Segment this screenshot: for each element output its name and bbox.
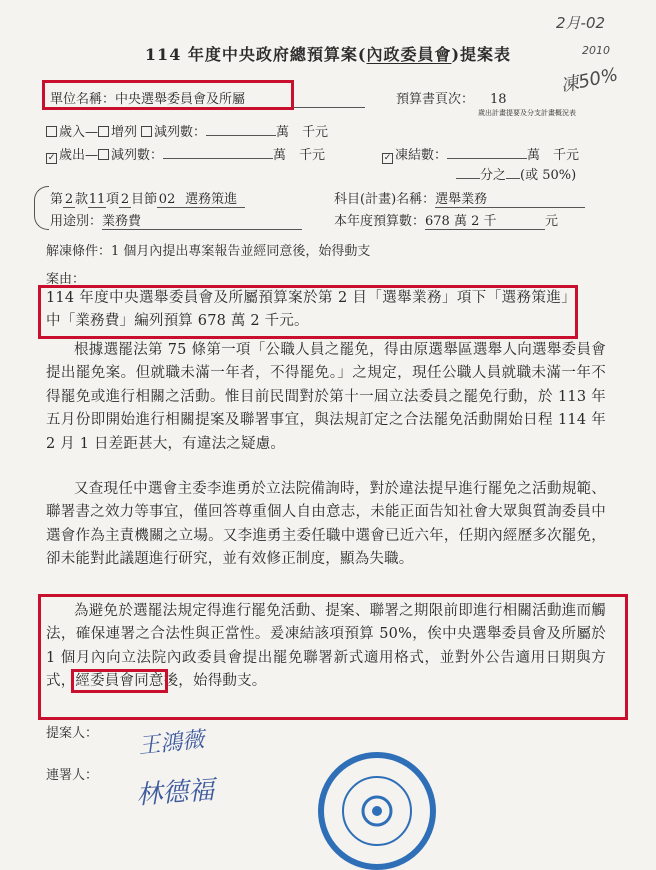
unfreeze-condition: 解凍條件：1 個月內提出專案報告並經同意後，始得動支 [46, 244, 371, 259]
revenue-checkbox[interactable] [46, 126, 57, 137]
proposer-signature: 王鴻薇 [137, 727, 206, 760]
budget-row: 本年度預算數：678 萬 2 千 元 [334, 210, 558, 230]
item-code-row: 第 2 款11項 2 目節 02 選務策進 [50, 188, 245, 208]
item-brace [34, 186, 49, 230]
expenditure-cut-checkbox[interactable] [98, 149, 109, 160]
paragraph-commissioner: 又查現任中選會主委李進勇於立法院備詢時，對於違法提早進行罷免之活動規範、聯署書之效力等事宜，僅回答尊重個人自由意志，未能正面告知社會大眾與質詢委員中選會作為主責機關之立場。又李進勇主委任職中選會已近六年，任期內經歷多次罷免，卻未能對此議題進行研究，並有效修正制度，顯為失職。 [46, 481, 606, 568]
unit-name-row: 單位名稱：中央選舉委員會及所屬 [50, 88, 365, 108]
budget-page-note: 歲出計畫提要及分支計畫概況表 [478, 109, 576, 117]
cosigner-label: 連署人： [46, 768, 99, 783]
reason-label: 案由： [46, 272, 86, 287]
paragraph-1-highlight-box [38, 285, 578, 339]
freeze-portion: 分之 (或 50%) [456, 164, 576, 183]
seal-emblem-icon [324, 758, 430, 864]
freeze-row: ✓ 凍結數： 萬 千元 [383, 148, 580, 163]
expenditure-row: ✓ 歲出— 減列數： 萬 千元 [47, 148, 326, 163]
unit-highlight-box [42, 80, 294, 110]
handwritten-freeze-note: 凍50% [558, 64, 620, 97]
page-title: 114 年度中央政府總預算案(內政委員會)提案表 [144, 45, 512, 64]
revenue-row: 歲入— 增列 減列數： 萬 千元 [46, 121, 328, 140]
use-row: 用途別：業務費 [50, 210, 302, 230]
subject-row: 科目(計畫)名稱：選舉業務 [334, 188, 585, 208]
handwritten-date: 2月-02 [556, 14, 606, 32]
revenue-cut-checkbox[interactable] [141, 126, 152, 137]
proposer-label: 提案人： [46, 726, 99, 741]
budget-page-ref: 預算書頁次： 18 [396, 92, 507, 107]
paragraph-4-highlight-box [38, 594, 628, 720]
expenditure-checkbox[interactable]: ✓ [47, 153, 56, 163]
paragraph-freeze-reason: 為避免於選罷法規定得進行罷免活動、提案、聯署之期限前即進行相關活動進而觸法，確保連署之合法性與正當性。爰凍結該項預算 50%，俟中央選舉委員會及所屬於 1 個月內向立法院內政委員會提出罷免聯署新式適用格式，並對外公告適用日期與方式，經委員會同意後，始得動支。 [46, 603, 606, 690]
handwritten-code: 2010 [582, 44, 610, 57]
committee-approval-highlight: 經委員會同意 [75, 673, 164, 690]
paragraph-legal-basis: 根據選罷法第 75 條第一項「公職人員之罷免，得由原選舉區選舉人向選舉委員會提出罷免案。但就職未滿一年者，不得罷免。」之規定，現任公職人員就職未滿一年不得罷免或進行相關之活動。惟目前民間對於第十一屆立法委員之罷免行動，於 113 年五月份即開始進行相關提案及聯署事宜，與法規訂定之合法罷免活動開始日程 114 年 2 月 1 日差距甚大，有違法之疑慮。 [46, 342, 606, 452]
legislative-caucus-seal [318, 752, 436, 870]
paragraph-budget-item: 114 年度中央選舉委員會及所屬預算案於第 2 目「選舉業務」項下「選務策進」中「業務費」編列預算 678 萬 2 千元。 [46, 290, 576, 330]
freeze-checkbox[interactable]: ✓ [383, 153, 392, 163]
cosigner-signature: 林德福 [135, 775, 216, 811]
add-checkbox[interactable] [98, 126, 109, 137]
